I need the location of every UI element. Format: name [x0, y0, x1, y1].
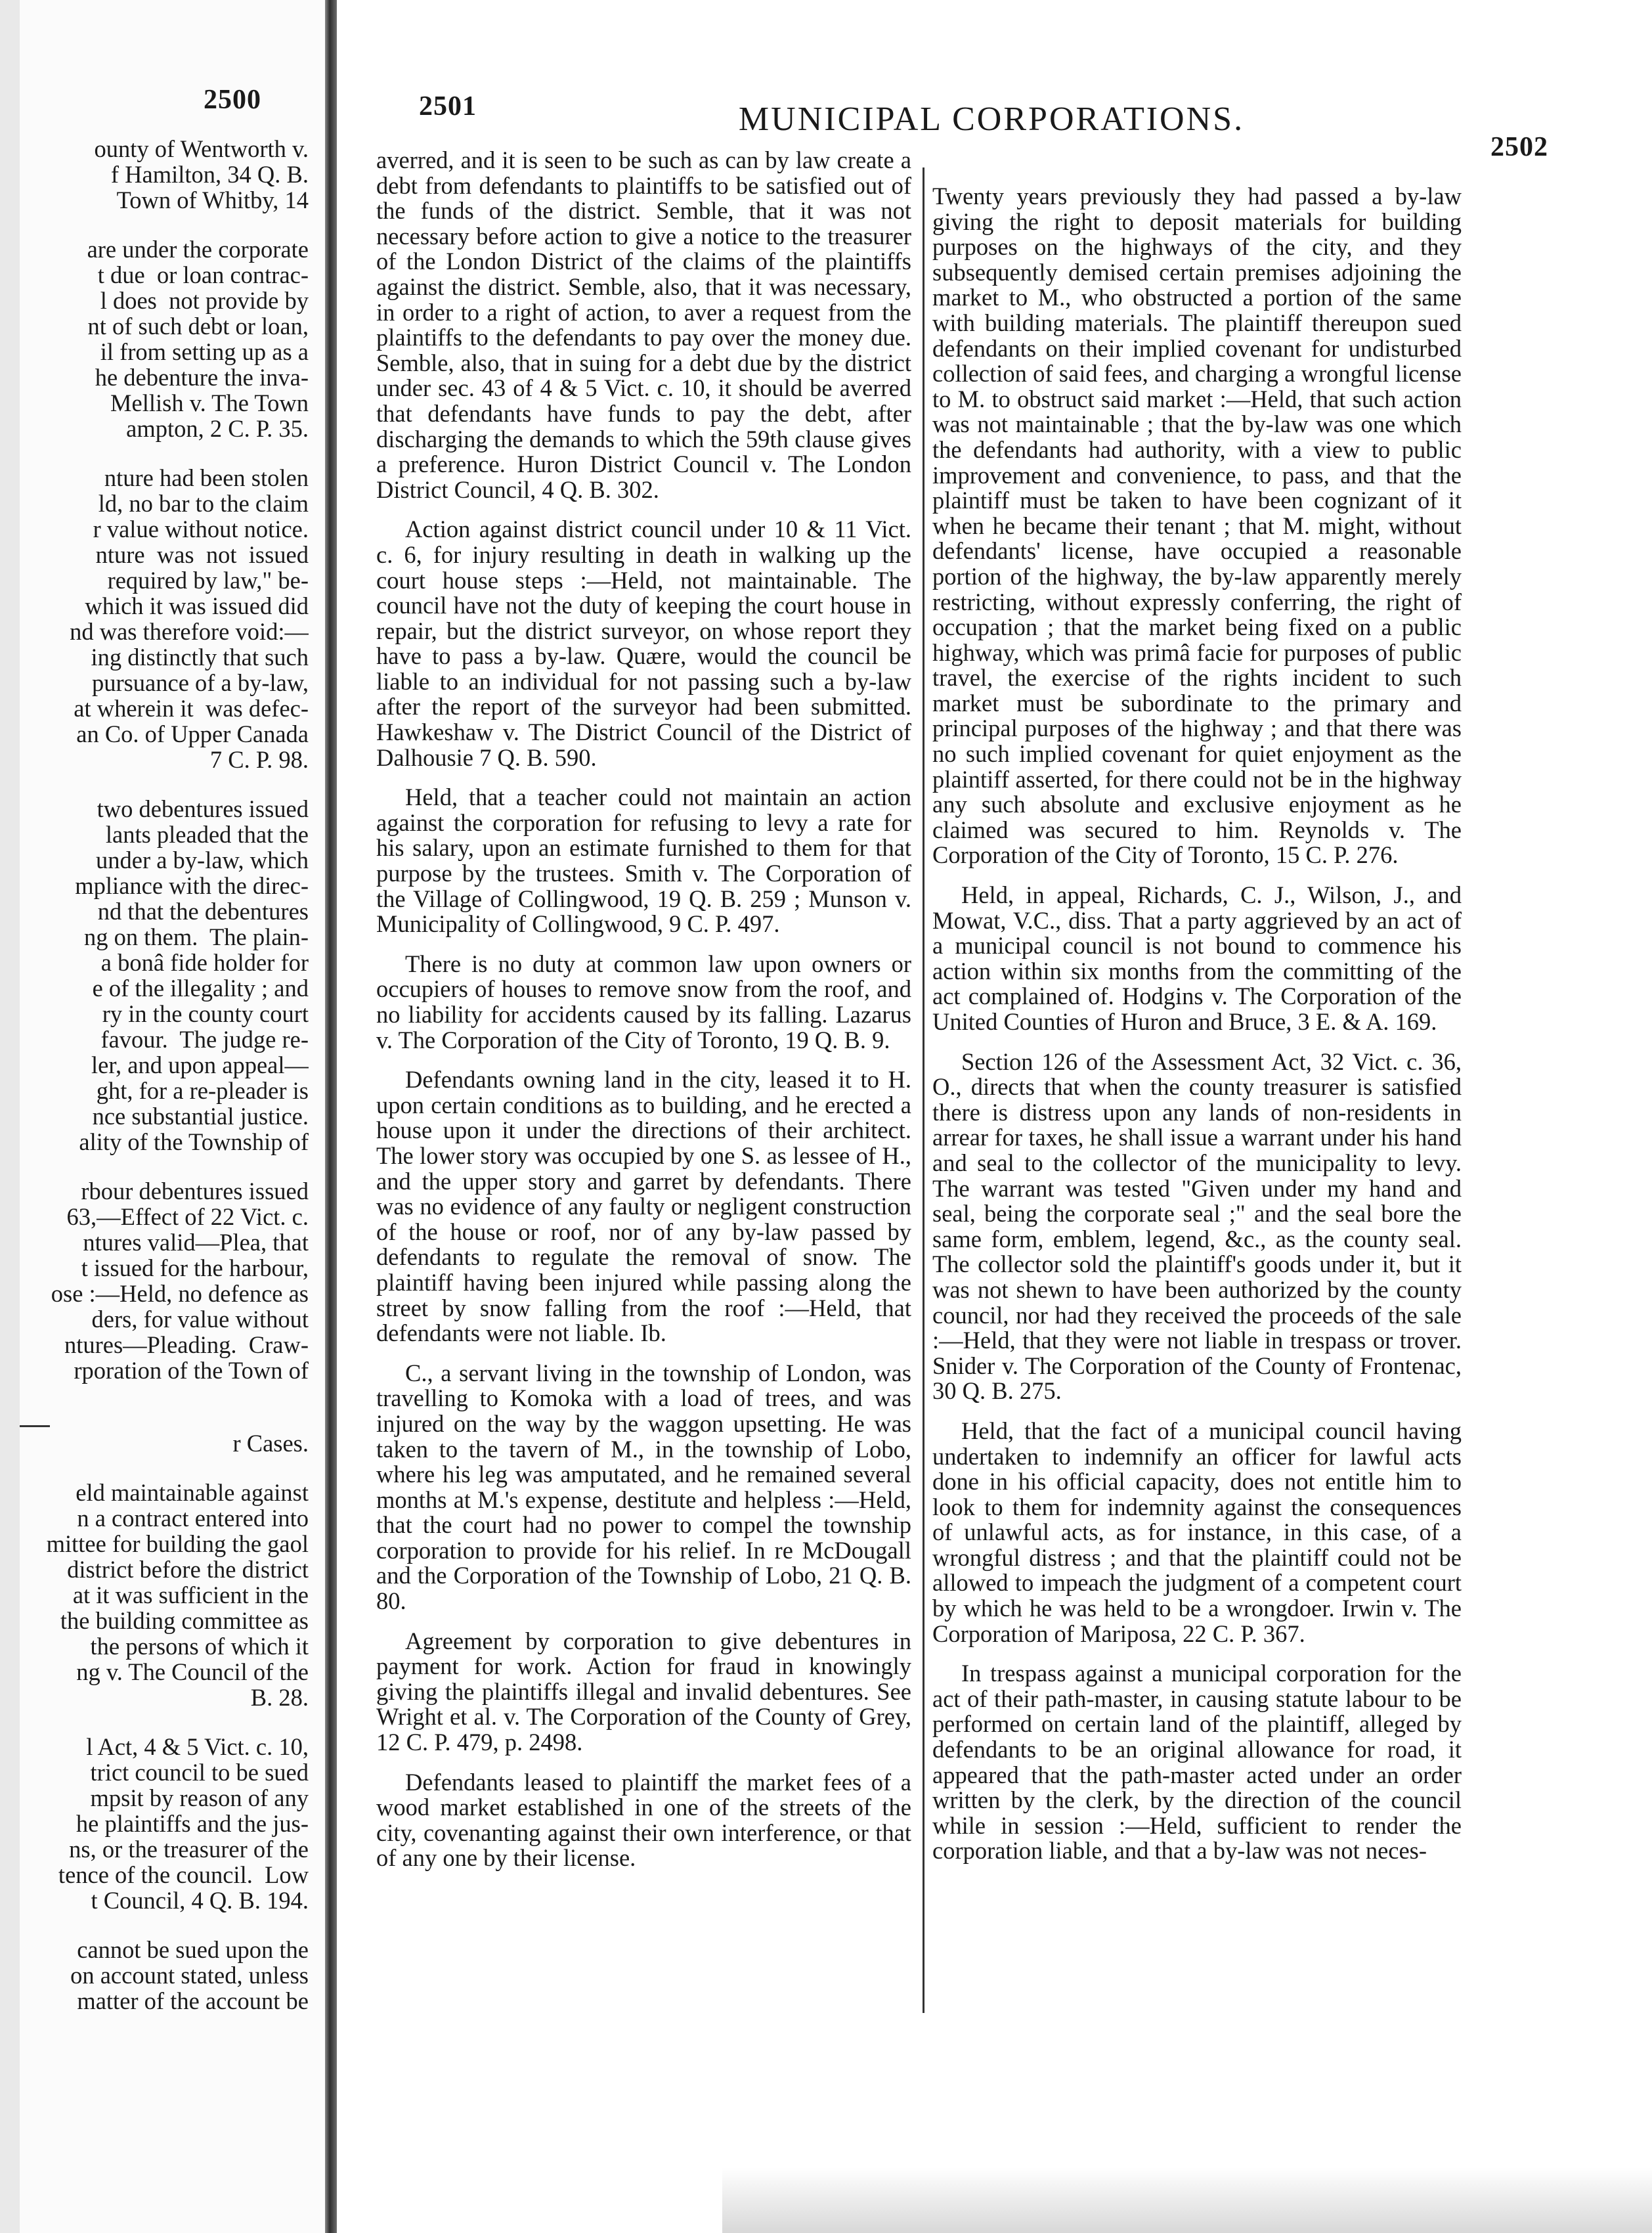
left-fragment-line: ng on them. The plain- [84, 925, 309, 950]
left-fragment-line: on account stated, unless [70, 1963, 309, 1989]
left-fragment-line: required by law," be- [107, 568, 309, 594]
left-fragment-line: Town of Whitby, 14 [116, 188, 309, 213]
section-rule [20, 1425, 50, 1427]
left-fragment-line: ounty of Wentworth v. [94, 137, 309, 162]
right-page [337, 0, 1652, 2233]
left-page-number: 2500 [204, 85, 261, 115]
center-column-paragraph: Held, that a teacher could not maintain an action against the corporation for refusing to levy a rate for his salary, upon an estimate furnished to them for that purpose by the trustees. Smith v. The Corporation of the Village of Collingwood, 19 Q. B. 259 ; Munson v. Municipality of Collingwood, 9 C. P. 497. [376, 784, 911, 938]
left-fragment-line: two debentures issued [97, 797, 309, 822]
left-fragment-line: 63,—Effect of 22 Vict. c. [66, 1205, 309, 1230]
right-column-paragraph: Held, in appeal, Richards, C. J., Wilson, J., and Mowat, V.C., diss. That a party aggrieved by an act of a municipal council is not bound to commence his action within six months from the committing of the act complained of. Hodgins v. The Corporation of the United Counties of Huron and Bruce, 3 E. & A. 169. [932, 881, 1462, 1035]
left-fragment-line: matter of the account be [77, 1989, 309, 2014]
left-fragment-line: rbour debentures issued [81, 1179, 309, 1205]
right-column-paragraph: Section 126 of the Assessment Act, 32 Vict. c. 36, O., directs that when the county treasurer is satisfied there is distress upon any lands of non-residents in arrear for taxes, he shall issue a warrant under his hand and seal to the collector of the municipality to levy. The warrant was tested "Given under my hand and seal, being the corporate seal ;" and the seal bore the same form, emblem, legend, &c., as the county seal. The collector sold the plaintiff's goods under it, but it was not shewn to have been authorized by the county council, nor had they received the proceeds of the sale :—Held, that they were not liable in trespass or trover. Snider v. The Corporation of the County of Frontenac, 30 Q. B. 275. [932, 1048, 1462, 1405]
left-fragment-line: pursuance of a by-law, [91, 671, 309, 696]
left-fragment-line: ns, or the treasurer of the [69, 1837, 309, 1863]
left-fragment-line: ampton, 2 C. P. 35. [126, 416, 309, 442]
left-fragment-line [20, 1711, 309, 1735]
left-fragment-line: the persons of which it [90, 1634, 309, 1660]
center-column-paragraph: Defendants owning land in the city, leased it to H. upon certain conditions as to building, and he erected a house upon it under the directions of their architect. The lower story was occupied by one S. as lessee of H., and the upper story and garret by defendants. There was no evidence of any faulty or negligent construction of the house or roof, nor of any by-law passed by defendants to regulate the removal of snow. The plaintiff having been injured while passing along the street by snow falling from the roof :—Held, that defendants were not liable. Ib. [376, 1066, 911, 1347]
left-fragment-line: r Cases. [232, 1431, 309, 1457]
center-column [376, 148, 911, 1886]
left-fragment-line: favour. The judge re- [100, 1027, 309, 1053]
left-fragment-line: r value without notice. [93, 517, 309, 542]
running-head: MUNICIPAL CORPORATIONS. [738, 100, 1245, 138]
column-divider [923, 167, 924, 2013]
left-fragment-line: ing distinctly that such [91, 645, 309, 671]
left-fragment-line: ld, no bar to the claim [98, 491, 309, 517]
left-fragment-line: cannot be sued upon the [77, 1937, 309, 1963]
left-fragment-line: tence of the council. Low [58, 1863, 309, 1888]
left-fragment-line: B. 28. [250, 1685, 309, 1711]
center-column-paragraph: averred, and it is seen to be such as can by law create a debt from defendants to plaintiffs to be satisfied out of the funds of the district. Semble, that it was not necessary before action to give a notice to the treasurer of the London District of the claims of the plaintiffs against the district. Semble, also, that it was necessary, in order to a right of action, to aver a request from the plaintiffs to the defendants to pay over the money due. Semble, also, that in suing for a debt due by the district under sec. 43 of 4 & 5 Vict. c. 10, it should be averred that defendants have funds to pay the debt, after discharging the demands to which the 59th clause gives a preference. Huron District Council v. The London District Council, 4 Q. B. 302. [376, 146, 911, 503]
page-edge-shadow [325, 0, 337, 2233]
left-fragment-line: mpliance with the direc- [75, 873, 309, 899]
left-fragment-line: ng v. The Council of the [76, 1660, 309, 1685]
left-fragment-line: at wherein it was defec- [74, 696, 309, 722]
left-fragment-line: eld maintainable against [76, 1480, 309, 1506]
center-column-paragraph: C., a servant living in the township of London, was travelling to Komoka with a load of trees, and was injured on the way by the waggon upsetting. He was taken to the tavern of M., in the township of Lobo, where his leg was amputated, and he remained several months at M.'s expense, destitute and helpless :—Held, that the court had no power to compel the township corporation to provide for his relief. In re McDougall and the Corporation of the Township of Lobo, 21 Q. B. 80. [376, 1359, 911, 1615]
center-column-paragraph: Agreement by corporation to give debentures in payment for work. Action for fraud in knowingly giving the plaintiffs illegal and invalid debentures. See Wright et al. v. The Corporation of the County of Grey, 12 C. P. 479, p. 2498. [376, 1627, 911, 1756]
left-page-fragment [20, 0, 325, 2233]
center-column-paragraph: Action against district council under 10 & 11 Vict. c. 6, for injury resulting in death in walking up the court house steps :—Held, not maintainable. The council have not the duty of keeping the court house in repair, but the district surveyor, on whose report they have to pass a by-law. Quære, would the council be liable to an individual for not passing such a by-law after the report of the surveyor had been submitted. Hawkeshaw v. The District Council of the District of Dalhousie 7 Q. B. 590. [376, 516, 911, 771]
left-fragment-line [20, 1384, 309, 1407]
left-fragment-line: l Act, 4 & 5 Vict. c. 10, [86, 1735, 309, 1760]
left-fragment-line: ler, and upon appeal— [91, 1053, 309, 1078]
left-fragment-line: an Co. of Upper Canada [76, 722, 309, 747]
left-fragment-line: f Hamilton, 34 Q. B. [110, 162, 309, 188]
left-fragment-line: mpsit by reason of any [90, 1786, 309, 1811]
left-fragment-line: t issued for the harbour, [81, 1256, 309, 1281]
left-fragment-line: t due or loan contrac- [97, 263, 309, 288]
left-fragment-line: nt of such debt or loan, [87, 314, 309, 340]
left-fragment-line: ntures valid—Plea, that [83, 1230, 309, 1256]
left-fragment-line: district before the district [67, 1557, 309, 1583]
right-column [932, 184, 1462, 1878]
left-page-text [20, 137, 309, 2014]
left-fragment-line: il from setting up as a [100, 340, 309, 365]
center-page-number: 2501 [419, 91, 477, 122]
left-fragment-line: ght, for a re-pleader is [96, 1078, 309, 1104]
left-fragment-line [20, 1155, 309, 1179]
right-column-paragraph: Twenty years previously they had passed a by-law giving the right to deposit materials for building purposes on the highways of the city, and they subsequently demised certain premises adjoining the market to M., who obstructed a portion of the same with building materials. The plaintiff thereupon sued defendants on their implied covenant for undisturbed collection of said fees, and charging a wrongful license to M. to obstruct said market :—Held, that such action was not maintainable ; that the by-law was one which the defendants had authority, with a view to public improvement and convenience, to pass, and that the plaintiff must be taken to have been cognizant of it when he became their tenant ; that M. might, without defendants' license, have occupied a reasonable portion of the highway, the by-law apparently merely restricting, without expressly conferring, the right of occupation ; that the market being fixed on a public highway, which was primâ facie for purposes of public travel, the exercise of the rights incident to such market must be subordinate to the primary and principal purposes of the highway ; and that there was no such implied covenant for quiet enjoyment as the plaintiff asserted, for there could not be in the highway any such absolute and exclusive enjoyment as he claimed was secured to him. Reynolds v. The Corporation of the City of Toronto, 15 C. P. 276. [932, 183, 1462, 869]
center-column-paragraph: Defendants leased to plaintiff the market fees of a wood market established in one of the streets of the city, covenanting against their own interference, or that of any one by their license. [376, 1768, 911, 1872]
left-fragment-line: lants pleaded that the [105, 822, 309, 848]
left-fragment-line: ry in the county court [102, 1002, 309, 1027]
left-fragment-line: are under the corporate [87, 237, 309, 263]
left-fragment-line [20, 1914, 309, 1937]
left-fragment-line [20, 1407, 309, 1431]
left-fragment-line [20, 442, 309, 466]
binding-gutter [0, 0, 20, 2233]
left-fragment-line: nture was not issued [95, 542, 309, 568]
left-fragment-line: ders, for value without [91, 1307, 309, 1333]
left-fragment-line: a bonâ fide holder for [100, 950, 309, 976]
left-fragment-line: the building committee as [60, 1608, 309, 1634]
left-fragment-line [20, 773, 309, 797]
left-fragment-line: nd that the debentures [97, 899, 309, 925]
left-fragment-line: nture had been stolen [104, 466, 309, 491]
left-fragment-line: at it was sufficient in the [72, 1583, 309, 1608]
left-fragment-line: ose :—Held, no defence as [51, 1281, 309, 1307]
center-column-paragraph: There is no duty at common law upon owners or occupiers of houses to remove snow from the roof, and no liability for accidents caused by its falling. Lazarus v. The Corporation of the City of Toronto, 19 Q. B. 9. [376, 950, 911, 1053]
right-column-paragraph: Held, that the fact of a municipal council having undertaken to indemnify an officer for lawful acts done in his official capacity, does not entitle him to look to them for indemnity against the consequences of unlawful acts, as for instance, in this case, of a wrongful distress ; and that the plaintiff could not be allowed to impeach the judgment of a competent court by which he was held to be a wrongdoer. Irwin v. The Corporation of Mariposa, 22 C. P. 367. [932, 1417, 1462, 1647]
left-fragment-line: rporation of the Town of [74, 1358, 309, 1384]
left-fragment-line: he debenture the inva- [95, 365, 309, 391]
left-fragment-line [20, 213, 309, 237]
left-fragment-line [20, 1457, 309, 1480]
left-fragment-line: 7 C. P. 98. [209, 747, 309, 773]
left-fragment-line: nce substantial justice. [92, 1104, 309, 1130]
left-fragment-line: e of the illegality ; and [92, 976, 309, 1002]
right-page-number: 2502 [1490, 132, 1548, 162]
left-fragment-line: mittee for building the gaol [46, 1532, 309, 1557]
left-fragment-line: ntures—Pleading. Craw- [64, 1333, 309, 1358]
left-fragment-line: ality of the Township of [79, 1130, 309, 1155]
right-column-paragraph: In trespass against a municipal corporation for the act of their path-master, in causing statute labour to be performed on certain land of the plaintiff, alleged by defendants to be an original allowance for road, it appeared that the path-master acted under an order written by the clerk, by the direction of the council while in session :—Held, sufficient to render the corporation liable, and that a by-law was not neces- [932, 1660, 1462, 1865]
left-fragment-line: n a contract entered into [77, 1506, 309, 1532]
left-fragment-line: t Council, 4 Q. B. 194. [91, 1888, 309, 1914]
left-fragment-line: he plaintiffs and the jus- [76, 1811, 309, 1837]
left-fragment-line: trict council to be sued [90, 1760, 309, 1786]
left-fragment-line: l does not provide by [100, 288, 309, 314]
left-fragment-line: Mellish v. The Town [110, 391, 309, 416]
left-fragment-line: nd was therefore void:— [70, 619, 309, 645]
page-bottom-shadow [722, 2167, 1652, 2233]
left-fragment-line: which it was issued did [85, 594, 309, 619]
left-fragment-line: under a by-law, which [96, 848, 309, 873]
